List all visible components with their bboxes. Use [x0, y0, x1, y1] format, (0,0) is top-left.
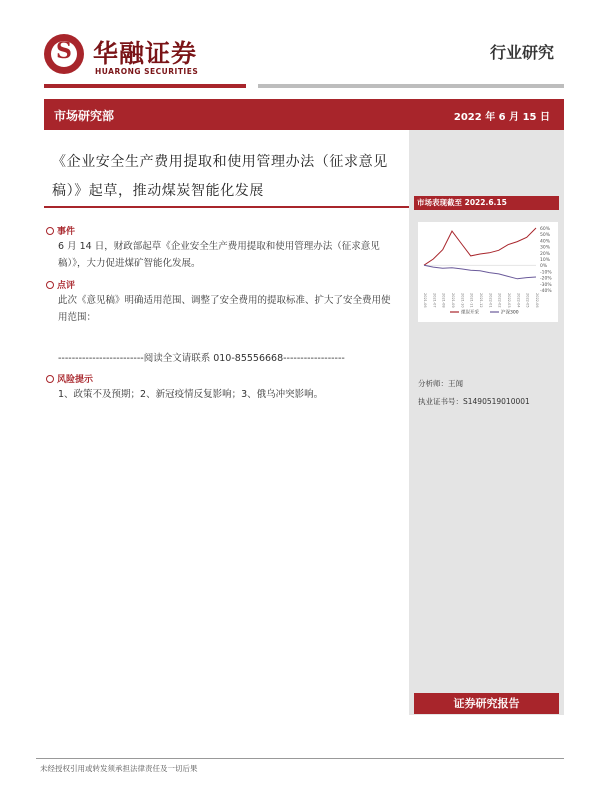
- brand-name-cn: 华融证券: [93, 39, 198, 68]
- chart-x-tick-label: 2022-03: [507, 293, 511, 308]
- chart-y-tick-label: 10%: [540, 258, 551, 263]
- event-bullet-icon: [46, 227, 54, 235]
- logo-letter: S: [56, 38, 72, 64]
- chart-y-tick-label: 20%: [540, 251, 551, 257]
- chart-x-tick-label: 2022-04: [516, 293, 521, 308]
- brand-name-en: HUARONG SECURITIES: [95, 67, 199, 76]
- chart-legend-label: 煤炭开采: [461, 310, 479, 316]
- chart-y-tick-label: -30%: [540, 282, 552, 288]
- chart-series-line-1: [424, 228, 536, 265]
- chart-y-tick-label: 50%: [540, 233, 551, 239]
- chart-x-tick-label: 2022-05: [525, 293, 530, 308]
- comment-heading-row: [46, 278, 75, 291]
- event-text: 6 月 14 日，财政部起草《企业安全生产费用提取和使用管理办法（征求意见稿）》，大力促进煤矿智能化发展。: [58, 241, 380, 269]
- chart-y-tick-label: -10%: [540, 270, 552, 276]
- chart-y-tick-label: -20%: [540, 276, 552, 282]
- chart-x-tick-label: 2021-11: [469, 293, 474, 308]
- footer-disclaimer: 未经授权引用或转发须承担法律责任及一切后果: [40, 764, 198, 773]
- chart-y-tick-label: 30%: [540, 245, 551, 251]
- report-date: 2022 年 6 月 15 日: [453, 112, 550, 123]
- chart-x-tick-label: 2022-02: [497, 293, 502, 308]
- risk-text: 1、政策不及预期；2、新冠疫情反复影响；3、俄乌冲突影响。: [58, 389, 324, 400]
- chart-x-tick-label: 2021-07: [432, 293, 437, 308]
- contact-line: -------------------------阅读全文请联系 010-85556668------------------: [58, 353, 345, 364]
- risk-heading-row: [46, 372, 93, 385]
- chart-x-tick-label: 2021-10: [460, 293, 465, 308]
- analyst-name: 分析师：王闻: [418, 379, 463, 388]
- header-rule-gray: [258, 84, 564, 88]
- risk-bullet-icon: [46, 375, 54, 383]
- chart-legend-label: 沪深300: [501, 310, 519, 316]
- chart-x-tick-label: 2021-12: [479, 293, 483, 308]
- department-banner: [44, 99, 564, 130]
- chart-x-tick-label: 2021-09: [451, 293, 455, 308]
- chart-y-tick-label: 60%: [540, 227, 551, 232]
- header-rule-red: [44, 84, 246, 88]
- market-performance-label: 市场表现截至 2022.6.15: [414, 196, 559, 210]
- sidebar-panel: [409, 130, 564, 715]
- comment-bullet-icon: [46, 281, 54, 289]
- chart-x-tick-label: 2021-08: [441, 293, 446, 308]
- chart-y-tick-label: 40%: [540, 239, 551, 245]
- comment-heading: 点评: [57, 281, 76, 291]
- chart-x-tick-label: 2022-01: [488, 293, 493, 308]
- performance-chart-svg: [418, 222, 558, 322]
- analyst-license: 执业证书号：S1490519010001: [418, 397, 530, 406]
- event-heading-row: [46, 224, 75, 237]
- performance-chart: [418, 222, 558, 322]
- department-label: 市场研究部: [54, 109, 115, 123]
- chart-series-line-2: [424, 265, 536, 279]
- title-underline: [44, 206, 409, 208]
- huarong-logo-icon: [44, 34, 84, 74]
- risk-heading: 风险提示: [57, 375, 94, 385]
- report-type-label: 证券研究报告: [414, 693, 559, 714]
- chart-y-tick-label: 0%: [540, 264, 548, 270]
- chart-x-tick-label: 2022-06: [535, 293, 539, 308]
- report-category: 行业研究: [489, 43, 554, 62]
- comment-text: 此次《意见稿》明确适用范围、调整了安全费用的提取标准、扩大了安全费用使用范围：: [58, 295, 391, 323]
- chart-y-tick-label: -40%: [540, 289, 552, 294]
- report-title: 《企业安全生产费用提取和使用管理办法（征求意见稿）》起草，推动煤炭智能化发展: [52, 154, 388, 199]
- event-heading: 事件: [57, 227, 76, 237]
- footer-rule: [36, 758, 564, 759]
- chart-x-tick-label: 2021-06: [423, 293, 427, 308]
